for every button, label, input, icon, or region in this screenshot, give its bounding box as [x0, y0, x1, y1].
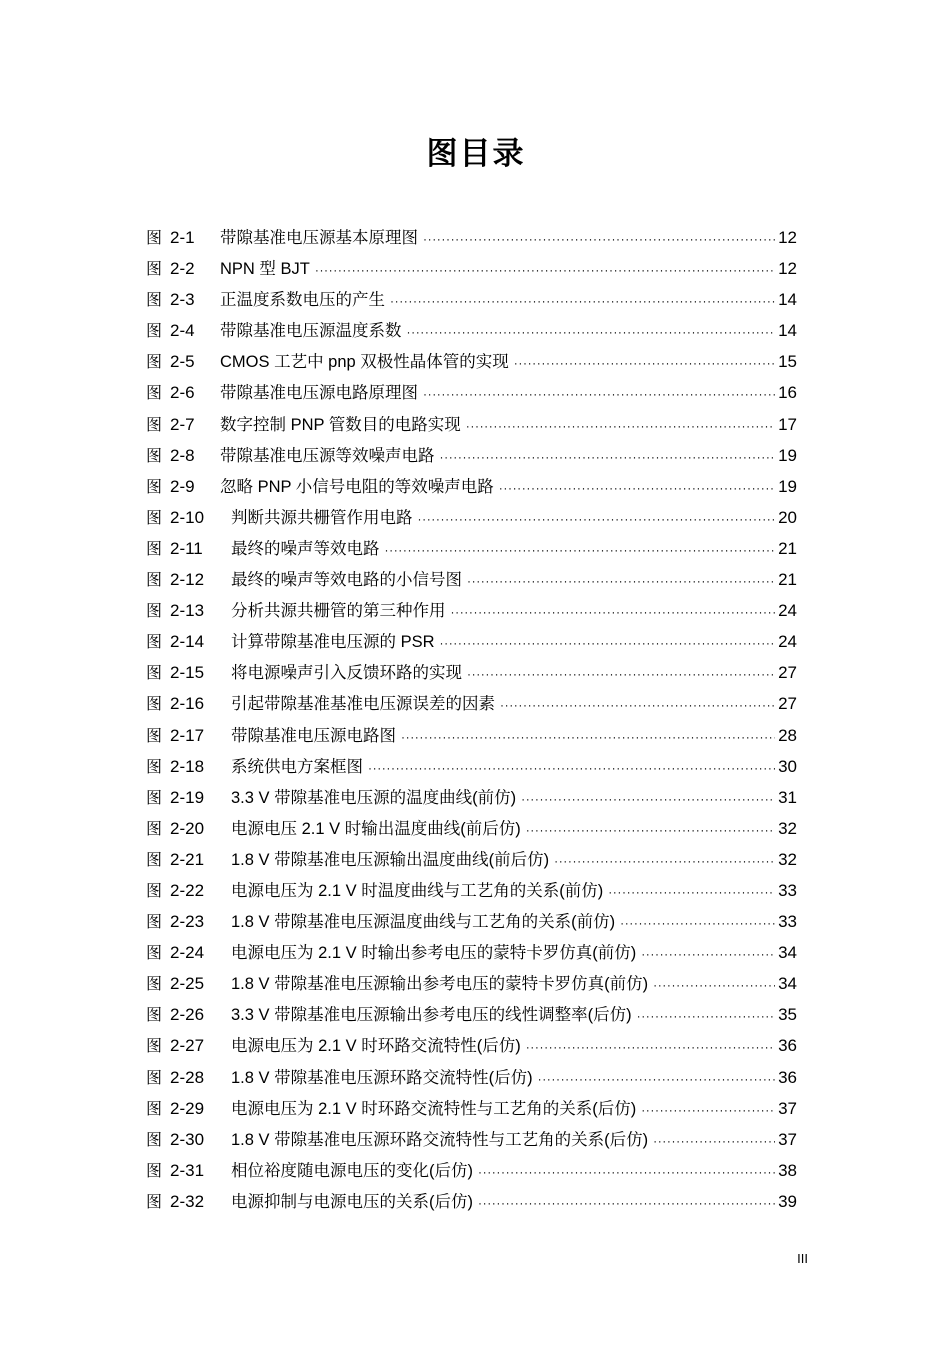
figure-number: 2-8 — [170, 445, 195, 465]
figure-title: 判断共源共栅管作用电路 — [231, 508, 413, 527]
figure-number: 2-15 — [170, 663, 205, 683]
figure-prefix: 图 — [146, 1098, 163, 1118]
figure-number: 2-11 — [170, 538, 203, 558]
toc-entry[interactable] — [146, 595, 797, 626]
toc-entry[interactable] — [146, 284, 797, 315]
toc-entry[interactable] — [146, 1093, 797, 1124]
dot-leader — [416, 504, 776, 535]
toc-entry[interactable] — [146, 533, 797, 564]
dot-leader — [618, 908, 775, 939]
figure-page-number: 34 — [778, 943, 797, 963]
figure-number: 2-14 — [170, 632, 205, 652]
figure-page-number: 35 — [778, 1005, 797, 1025]
toc-entry[interactable] — [146, 906, 797, 937]
figure-title: 引起带隙基准基准电压源误差的因素 — [231, 695, 495, 714]
figure-prefix: 图 — [146, 725, 163, 745]
toc-entry[interactable] — [146, 222, 797, 253]
figure-title: 计算带隙基准电压源的 PSR — [231, 633, 435, 652]
figure-title: 带隙基准电压源等效噪声电路 — [220, 446, 435, 465]
dot-leader — [498, 690, 775, 721]
toc-entry[interactable] — [146, 968, 797, 999]
figure-page-number: 20 — [778, 507, 797, 527]
dot-leader — [438, 628, 776, 659]
figure-number: 2-17 — [170, 725, 205, 745]
dot-leader — [651, 970, 775, 1001]
figure-prefix: 图 — [146, 445, 163, 465]
figure-title: 3.3 V 带隙基准电压源的温度曲线(前仿) — [231, 788, 517, 807]
figure-title: 最终的噪声等效电路 — [231, 539, 380, 558]
figure-number: 2-19 — [170, 787, 205, 807]
toc-entry[interactable] — [146, 999, 797, 1030]
toc-entry[interactable] — [146, 626, 797, 657]
figure-page-number: 27 — [778, 694, 797, 714]
dot-leader — [388, 286, 775, 317]
figure-title: NPN 型 BJT — [220, 260, 310, 279]
figure-page-number: 34 — [778, 974, 797, 994]
figure-number: 2-27 — [170, 1036, 205, 1056]
toc-entry[interactable] — [146, 315, 797, 346]
figure-title: 1.8 V 带隙基准电压源环路交流特性与工艺角的关系(后仿) — [231, 1130, 649, 1149]
dot-leader — [552, 846, 775, 877]
toc-entry[interactable] — [146, 502, 797, 533]
dot-leader — [651, 1126, 775, 1157]
dot-leader — [313, 255, 775, 286]
figure-prefix: 图 — [146, 1191, 163, 1211]
figure-prefix: 图 — [146, 943, 163, 963]
figure-page-number: 19 — [778, 476, 797, 496]
dot-leader — [476, 1157, 775, 1188]
figure-page-number: 16 — [778, 383, 797, 403]
figure-number: 2-3 — [170, 290, 195, 310]
figure-number: 2-29 — [170, 1098, 205, 1118]
figure-prefix: 图 — [146, 570, 163, 590]
toc-entry[interactable] — [146, 657, 797, 688]
figure-number: 2-26 — [170, 1005, 205, 1025]
figure-number: 2-12 — [170, 570, 205, 590]
figure-title: 电源电压 2.1 V 时输出温度曲线(前后仿) — [231, 819, 521, 838]
figure-prefix: 图 — [146, 849, 163, 869]
figure-number: 2-21 — [170, 849, 205, 869]
figure-prefix: 图 — [146, 383, 163, 403]
figure-page-number: 27 — [778, 663, 797, 683]
figure-title: 3.3 V 带隙基准电压源输出参考电压的线性调整率(后仿) — [231, 1006, 632, 1025]
dot-leader — [606, 877, 775, 908]
figure-page-number: 14 — [778, 290, 797, 310]
toc-entry[interactable] — [146, 782, 797, 813]
figure-prefix: 图 — [146, 352, 163, 372]
dot-leader — [421, 379, 775, 410]
toc-entry[interactable] — [146, 844, 797, 875]
figure-title: 电源抑制与电源电压的关系(后仿) — [231, 1192, 473, 1211]
toc-entry[interactable] — [146, 937, 797, 968]
figure-prefix: 图 — [146, 290, 163, 310]
figure-title: 数字控制 PNP 管数目的电路实现 — [220, 415, 461, 434]
figure-page-number: 30 — [778, 756, 797, 776]
dot-leader — [497, 473, 775, 504]
figure-page-number: 14 — [778, 321, 797, 341]
figure-page-number: 24 — [778, 601, 797, 621]
dot-leader — [383, 535, 776, 566]
figure-number: 2-18 — [170, 756, 205, 776]
figure-title: 忽略 PNP 小信号电阻的等效噪声电路 — [220, 477, 494, 496]
figure-prefix: 图 — [146, 818, 163, 838]
figure-title: 将电源噪声引入反馈环路的实现 — [231, 664, 462, 683]
toc-entry[interactable] — [146, 875, 797, 906]
figure-prefix: 图 — [146, 321, 163, 341]
figure-page-number: 36 — [778, 1036, 797, 1056]
dot-leader — [449, 597, 776, 628]
toc-entry[interactable] — [146, 346, 797, 377]
figure-number: 2-9 — [170, 476, 195, 496]
figure-page-number: 37 — [778, 1129, 797, 1149]
figure-title: 电源电压为 2.1 V 时环路交流特性(后仿) — [231, 1037, 521, 1056]
figure-prefix: 图 — [146, 632, 163, 652]
figure-prefix: 图 — [146, 1129, 163, 1149]
toc-entry[interactable] — [146, 813, 797, 844]
toc-entry[interactable] — [146, 720, 797, 751]
toc-entry[interactable] — [146, 409, 797, 440]
figure-prefix: 图 — [146, 601, 163, 621]
figure-title: 电源电压为 2.1 V 时温度曲线与工艺角的关系(前仿) — [231, 881, 604, 900]
figure-number: 2-5 — [170, 352, 195, 372]
figure-title: 带隙基准电压源温度系数 — [220, 322, 402, 341]
figure-prefix: 图 — [146, 259, 163, 279]
page-number: III — [797, 1251, 808, 1266]
figure-prefix: 图 — [146, 507, 163, 527]
figure-prefix: 图 — [146, 1067, 163, 1087]
dot-leader — [465, 659, 775, 690]
figure-number: 2-2 — [170, 259, 195, 279]
toc-entry[interactable] — [146, 377, 797, 408]
figure-title: 1.8 V 带隙基准电压源温度曲线与工艺角的关系(前仿) — [231, 913, 616, 932]
figure-title: 1.8 V 带隙基准电压源输出温度曲线(前后仿) — [231, 850, 550, 869]
figure-title: CMOS 工艺中 pnp 双极性晶体管的实现 — [220, 353, 509, 372]
figure-page-number: 37 — [778, 1098, 797, 1118]
figure-number: 2-4 — [170, 321, 195, 341]
figure-prefix: 图 — [146, 880, 163, 900]
dot-leader — [635, 1001, 775, 1032]
dot-leader — [465, 566, 775, 597]
figure-title: 电源电压为 2.1 V 时环路交流特性与工艺角的关系(后仿) — [231, 1099, 637, 1118]
figure-page-number: 38 — [778, 1160, 797, 1180]
figure-page-number: 12 — [778, 228, 797, 247]
dot-leader — [639, 939, 775, 970]
dot-leader — [524, 815, 775, 846]
figure-prefix: 图 — [146, 974, 163, 994]
figure-title: 1.8 V 带隙基准电压源环路交流特性(后仿) — [231, 1068, 533, 1087]
figure-page-number: 32 — [778, 849, 797, 869]
dot-leader — [464, 411, 775, 442]
figure-title: 带隙基准电压源电路图 — [231, 726, 396, 745]
figure-page-number: 36 — [778, 1067, 797, 1087]
figure-title: 正温度系数电压的产生 — [220, 291, 385, 310]
figure-page-number: 33 — [778, 912, 797, 932]
figure-prefix: 图 — [146, 1036, 163, 1056]
toc-entry[interactable] — [146, 688, 797, 719]
figure-title: 带隙基准电压源电路原理图 — [220, 384, 418, 403]
dot-leader — [524, 1032, 775, 1063]
figure-title: 分析共源共栅管的第三种作用 — [231, 602, 446, 621]
figure-page-number: 17 — [778, 414, 797, 434]
toc-entry[interactable] — [146, 471, 797, 502]
dot-leader — [476, 1188, 775, 1219]
figure-number: 2-22 — [170, 880, 205, 900]
figure-title: 1.8 V 带隙基准电压源输出参考电压的蒙特卡罗仿真(前仿) — [231, 975, 649, 994]
figure-page-number: 21 — [778, 570, 797, 590]
figure-prefix: 图 — [146, 414, 163, 434]
toc-entry[interactable] — [146, 1062, 797, 1093]
figure-prefix: 图 — [146, 538, 163, 558]
figure-prefix: 图 — [146, 694, 163, 714]
toc-entry[interactable] — [146, 1124, 797, 1155]
figure-prefix: 图 — [146, 1005, 163, 1025]
figure-prefix: 图 — [146, 476, 163, 496]
figure-number: 2-30 — [170, 1129, 205, 1149]
figure-number: 2-31 — [170, 1160, 205, 1180]
figure-page-number: 31 — [778, 787, 797, 807]
figure-prefix: 图 — [146, 1160, 163, 1180]
figure-number: 2-10 — [170, 507, 205, 527]
figure-page-number: 39 — [778, 1191, 797, 1211]
figure-number: 2-16 — [170, 694, 205, 714]
figure-list — [146, 222, 797, 1217]
dot-leader — [421, 224, 775, 255]
figure-prefix: 图 — [146, 756, 163, 776]
figure-number: 2-24 — [170, 943, 205, 963]
figure-page-number: 12 — [778, 259, 797, 279]
figure-number: 2-7 — [170, 414, 195, 434]
toc-entry[interactable] — [146, 440, 797, 471]
figure-page-number: 33 — [778, 880, 797, 900]
figure-page-number: 32 — [778, 818, 797, 838]
figure-title: 电源电压为 2.1 V 时输出参考电压的蒙特卡罗仿真(前仿) — [231, 944, 637, 963]
figure-number: 2-32 — [170, 1191, 205, 1211]
figure-prefix: 图 — [146, 663, 163, 683]
figure-number: 2-25 — [170, 974, 205, 994]
toc-entry[interactable] — [146, 751, 797, 782]
dot-leader — [536, 1064, 775, 1095]
figure-title: 相位裕度随电源电压的变化(后仿) — [231, 1161, 473, 1180]
figure-number: 2-6 — [170, 383, 195, 403]
figure-number: 2-20 — [170, 818, 205, 838]
figure-title: 最终的噪声等效电路的小信号图 — [231, 571, 462, 590]
page-title: 图目录 — [426, 136, 526, 172]
figure-page-number: 19 — [778, 445, 797, 465]
dot-leader — [639, 1095, 775, 1126]
figure-number: 2-23 — [170, 912, 205, 932]
dot-leader — [405, 317, 776, 348]
dot-leader — [366, 753, 775, 784]
dot-leader — [519, 784, 775, 815]
toc-entry[interactable] — [146, 253, 797, 284]
toc-entry[interactable] — [146, 564, 797, 595]
dot-leader — [399, 722, 775, 753]
toc-entry[interactable] — [146, 1186, 797, 1217]
figure-page-number: 24 — [778, 632, 797, 652]
figure-title: 带隙基准电压源基本原理图 — [220, 229, 418, 247]
figure-number: 2-28 — [170, 1067, 205, 1087]
figure-prefix: 图 — [146, 787, 163, 807]
dot-leader — [512, 348, 775, 379]
figure-page-number: 28 — [778, 725, 797, 745]
toc-entry[interactable] — [146, 1155, 797, 1186]
figure-prefix: 图 — [146, 912, 163, 932]
figure-title: 系统供电方案框图 — [231, 757, 363, 776]
toc-entry[interactable] — [146, 1030, 797, 1061]
figure-page-number: 21 — [778, 538, 797, 558]
figure-number: 2-13 — [170, 601, 205, 621]
figure-page-number: 15 — [778, 352, 797, 372]
figure-number: 2-1 — [170, 228, 195, 247]
dot-leader — [438, 442, 776, 473]
figure-prefix: 图 — [146, 228, 163, 247]
